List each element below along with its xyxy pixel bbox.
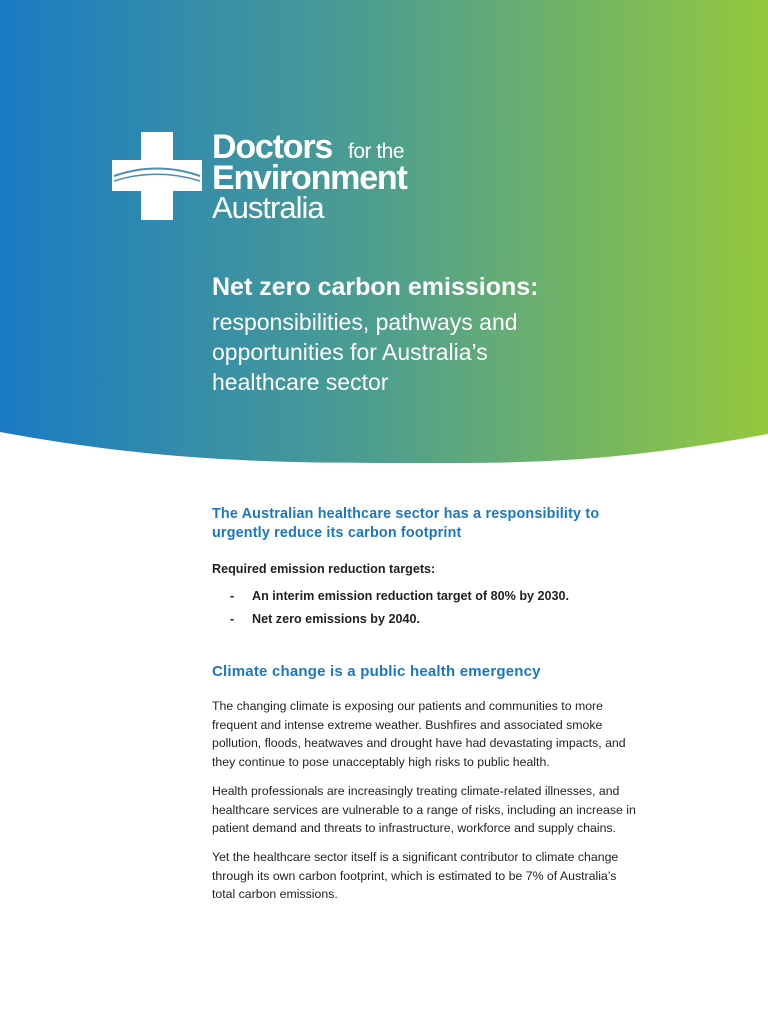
page-title: Net zero carbon emissions:: [212, 273, 539, 301]
bullet-dash: -: [230, 589, 235, 603]
section-heading-emergency: Climate change is a public health emergency: [212, 663, 541, 680]
target-text: Net zero emissions by 2040.: [252, 612, 420, 626]
main-content: [212, 505, 652, 904]
list-item: [212, 611, 652, 627]
heading-line: urgently reduce its carbon footprint: [212, 525, 462, 541]
paragraph: [212, 697, 652, 772]
paragraph-line: The changing climate is exposing our patients and communities to more: [212, 699, 603, 713]
page-subtitle: [212, 307, 712, 397]
dea-logo: [112, 130, 442, 225]
paragraph-line: frequent and intense extreme weather. Bushfires and associated smoke: [212, 717, 603, 732]
paragraph: [212, 782, 652, 838]
hero-gradient-background: [0, 0, 768, 470]
bullet-dash: -: [230, 612, 235, 626]
paragraph-line: healthcare services are vulnerable to a range of risks, including an increase in: [212, 802, 636, 817]
subtitle-line: healthcare sector: [212, 369, 389, 395]
logo-word-doctors: Doctors: [212, 128, 333, 166]
section-heading-responsibility: [212, 505, 652, 543]
targets-label: Required emission reduction targets:: [212, 562, 436, 576]
paragraph-line: Yet the healthcare sector itself is a significant contributor to climate change: [212, 849, 619, 864]
logo-word-environment: Environment: [212, 159, 407, 197]
paragraph: [212, 848, 652, 904]
paragraph-line: Health professionals are increasingly treating climate-related illnesses, and: [212, 783, 620, 798]
paragraph-line: through its own carbon footprint, which is estimated to be 7% of Australia’s: [212, 868, 617, 883]
subtitle-line: opportunities for Australia’s: [212, 339, 488, 365]
target-text: An interim emission reduction target of 80% by 2030.: [252, 589, 570, 603]
heading-line: The Australian healthcare sector has a responsibility to: [212, 506, 600, 522]
logo-word-forthe: for the: [348, 140, 405, 163]
paragraph-line: patient demand and threats to infrastructure, workforce and supply chains.: [212, 821, 616, 836]
targets-list: [212, 588, 652, 627]
medical-cross-icon: [112, 132, 202, 220]
paragraph-line: pollution, floods, heatwaves and drought have had devastating impacts, and: [212, 736, 626, 751]
paragraph-line: total carbon emissions.: [212, 887, 338, 902]
subtitle-line: responsibilities, pathways and: [212, 309, 518, 335]
hero-banner: [0, 0, 768, 470]
logo-word-australia: Australia: [212, 190, 324, 225]
list-item: [212, 588, 652, 604]
paragraph-line: they continue to pose unacceptably high risks to public health.: [212, 755, 550, 770]
